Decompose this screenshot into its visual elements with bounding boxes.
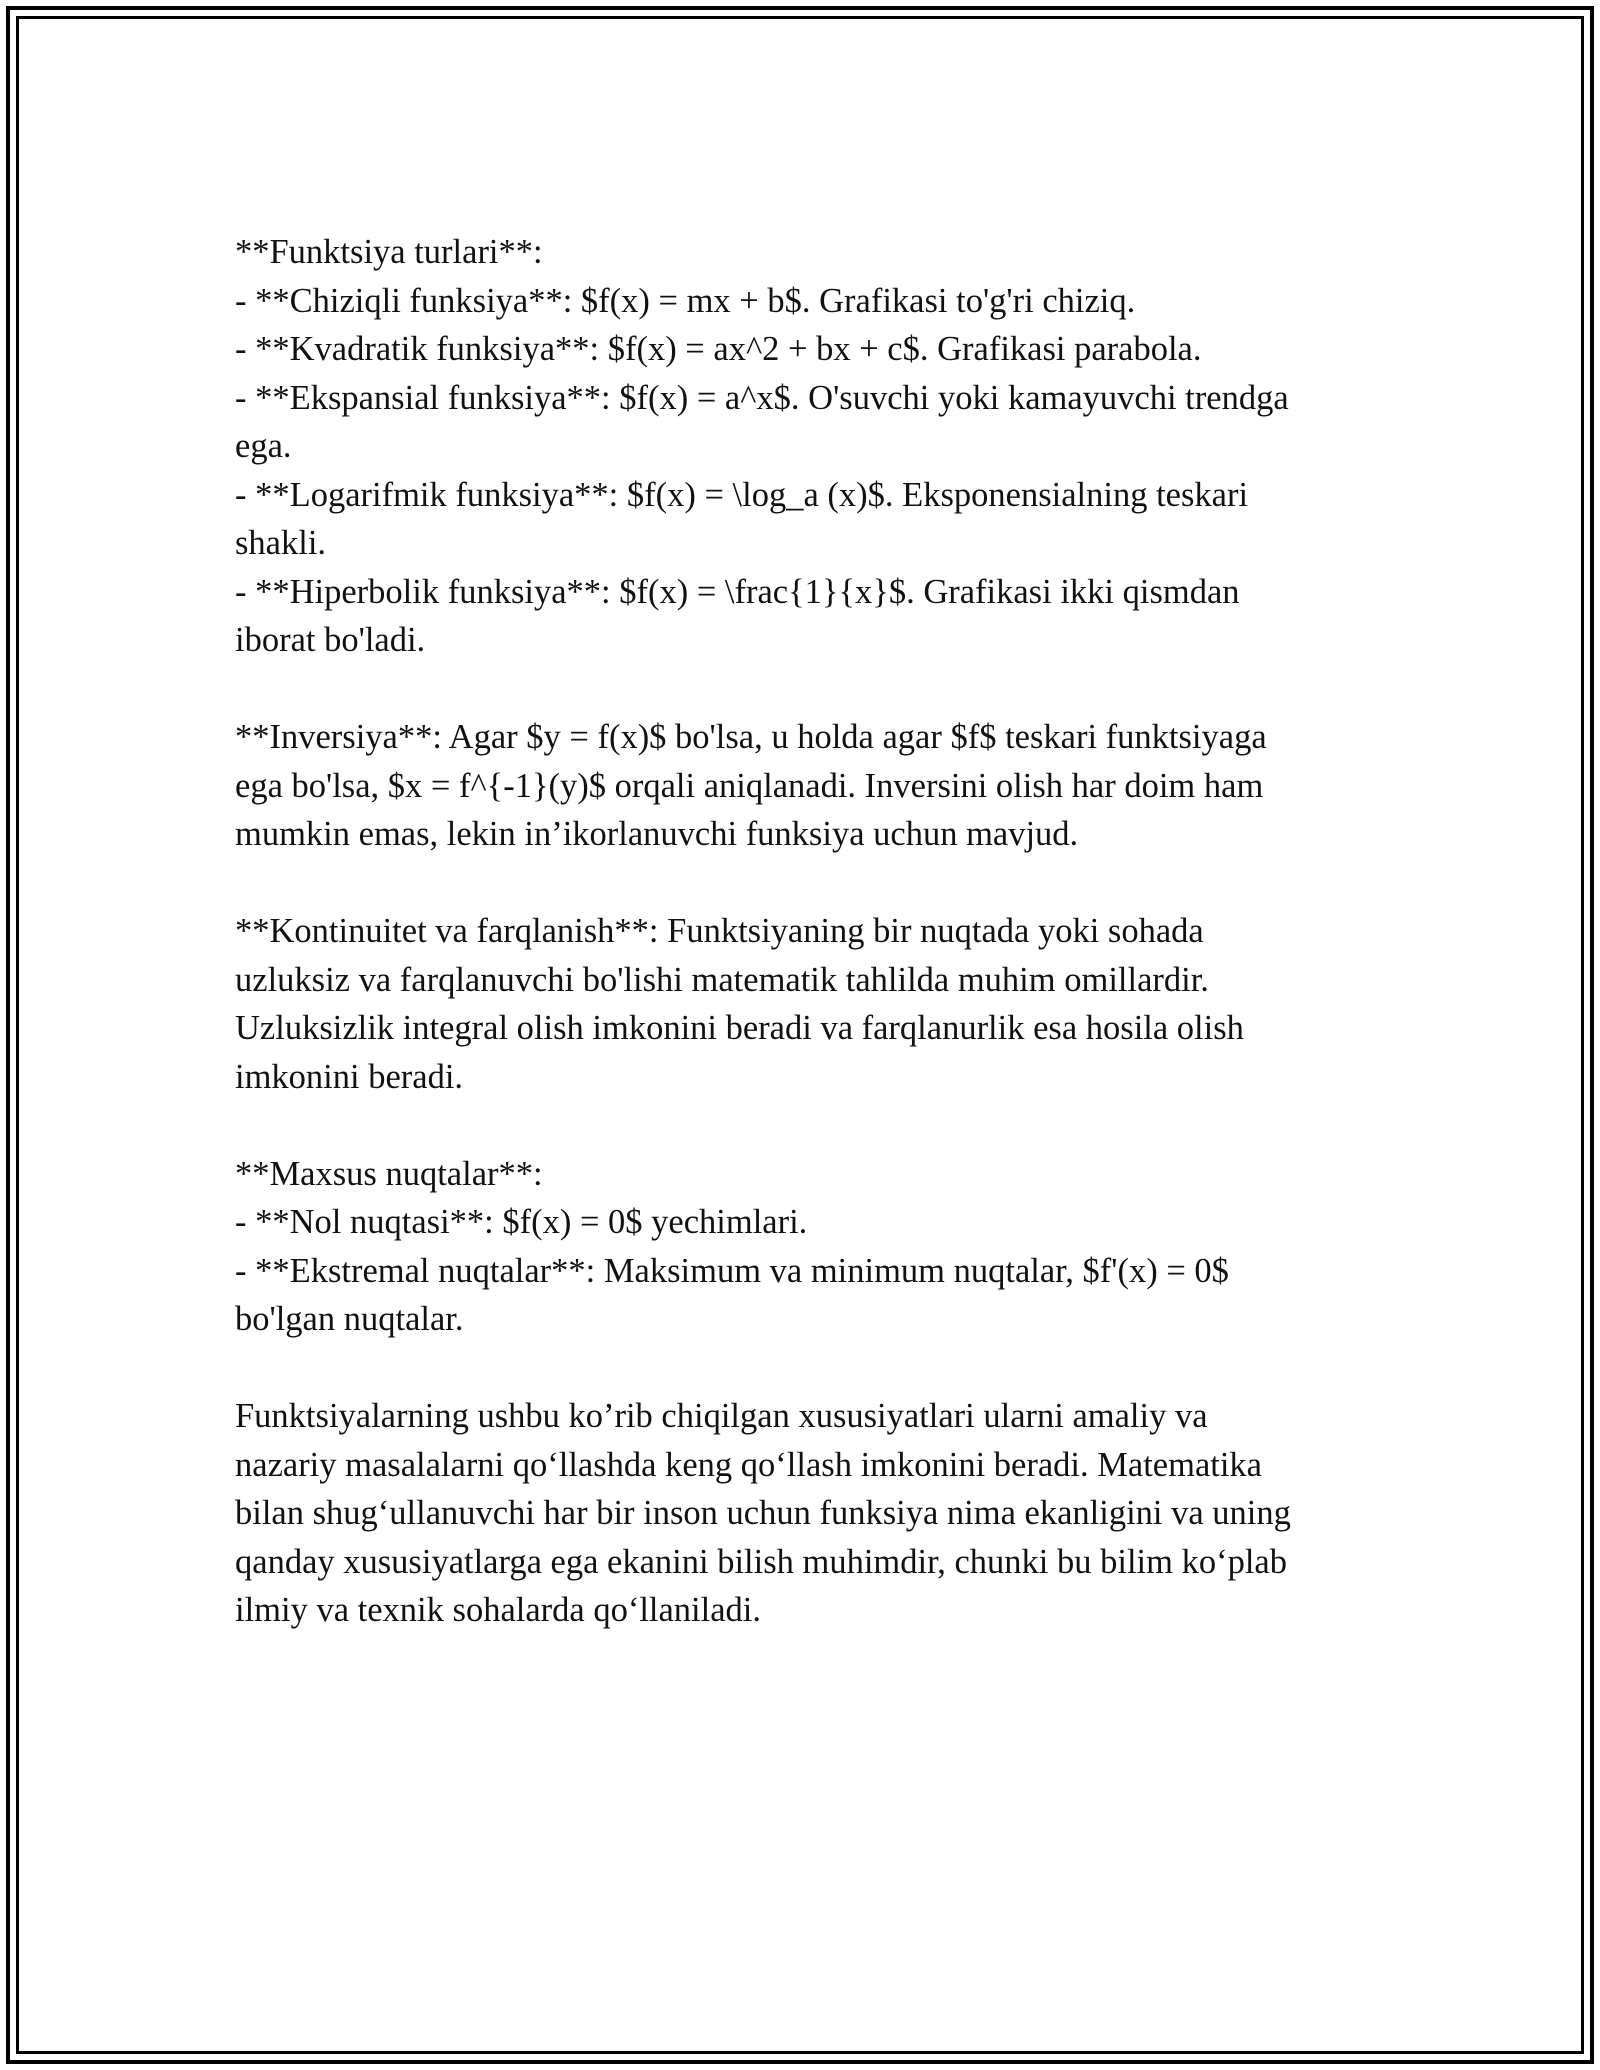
paragraph-line: **Inversiya**: Agar $y = f(x)$ bo'lsa, u holda agar $f$ teskari funktsiyaga xyxy=(235,718,1267,756)
paragraph-gap xyxy=(235,1101,1375,1150)
paragraph-line: Funktsiyalarning ushbu ko’rib chiqilgan xususiyatlari ularni amaliy va xyxy=(235,1397,1208,1435)
section-continuity xyxy=(235,907,1375,1101)
section-heading: **Funktsiya turlari**: xyxy=(235,233,543,271)
list-item: - **Hiperbolik funksiya**: $f(x) = \frac{1}{x}$. Grafikasi ikki qismdan xyxy=(235,572,1240,611)
paragraph-gap xyxy=(235,665,1375,714)
list-item: - **Ekspansial funksiya**: $f(x) = a^x$. O'suvchi yoki kamayuvchi trendga xyxy=(235,378,1289,417)
section-heading: **Maxsus nuqtalar**: xyxy=(235,1154,543,1193)
list-item-continuation: bo'lgan nuqtalar. xyxy=(235,1300,464,1338)
list-item: - **Chiziqli funksiya**: $f(x) = mx + b$. Grafikasi to'g'ri chiziq. xyxy=(235,281,1136,320)
section-special-points xyxy=(235,1150,1375,1344)
list-item-continuation: shakli. xyxy=(235,524,327,562)
section-inversion xyxy=(235,713,1375,859)
paragraph-line: bilan shug‘ullanuvchi har bir inson uchun funksiya nima ekanligini va uning xyxy=(235,1494,1291,1532)
section-conclusion xyxy=(235,1392,1375,1635)
document-body xyxy=(235,228,1375,1635)
list-item: - **Nol nuqtasi**: $f(x) = 0$ yechimlari. xyxy=(235,1203,808,1241)
list-item-continuation: ega. xyxy=(235,427,292,465)
paragraph-line: Uzluksizlik integral olish imkonini beradi va farqlanurlik esa hosila olish xyxy=(235,1009,1244,1047)
list-item: - **Ekstremal nuqtalar**: Maksimum va minimum nuqtalar, $f'(x) = 0$ xyxy=(235,1251,1229,1290)
paragraph-line: ega bo'lsa, $x = f^{-1}(y)$ orqali aniqlanadi. Inversini olish har doim ham xyxy=(235,766,1264,805)
paragraph-line: imkonini beradi. xyxy=(235,1057,464,1096)
list-item: - **Logarifmik funksiya**: $f(x) = \log_a (x)$. Eksponensialning teskari xyxy=(235,475,1249,514)
paragraph-line: ilmiy va texnik sohalarda qo‘llaniladi. xyxy=(235,1591,761,1629)
paragraph-gap xyxy=(235,1344,1375,1393)
list-item-continuation: iborat bo'ladi. xyxy=(235,621,426,659)
paragraph-line: **Kontinuitet va farqlanish**: Funktsiyaning bir nuqtada yoki sohada xyxy=(235,912,1204,950)
paragraph-line: uzluksiz va farqlanuvchi bo'lishi matematik tahlilda muhim omillardir. xyxy=(235,960,1209,999)
paragraph-line: nazariy masalalarni qo‘llashda keng qo‘llash imkonini beradi. Matematika xyxy=(235,1445,1262,1484)
section-function-types xyxy=(235,228,1375,665)
paragraph-line: mumkin emas, lekin in’ikorlanuvchi funksiya uchun mavjud. xyxy=(235,815,1079,853)
paragraph-line: qanday xususiyatlarga ega ekanini bilish muhimdir, chunki bu bilim ko‘plab xyxy=(235,1542,1287,1581)
list-item: - **Kvadratik funksiya**: $f(x) = ax^2 + bx + c$. Grafikasi parabola. xyxy=(235,330,1202,368)
paragraph-gap xyxy=(235,859,1375,908)
